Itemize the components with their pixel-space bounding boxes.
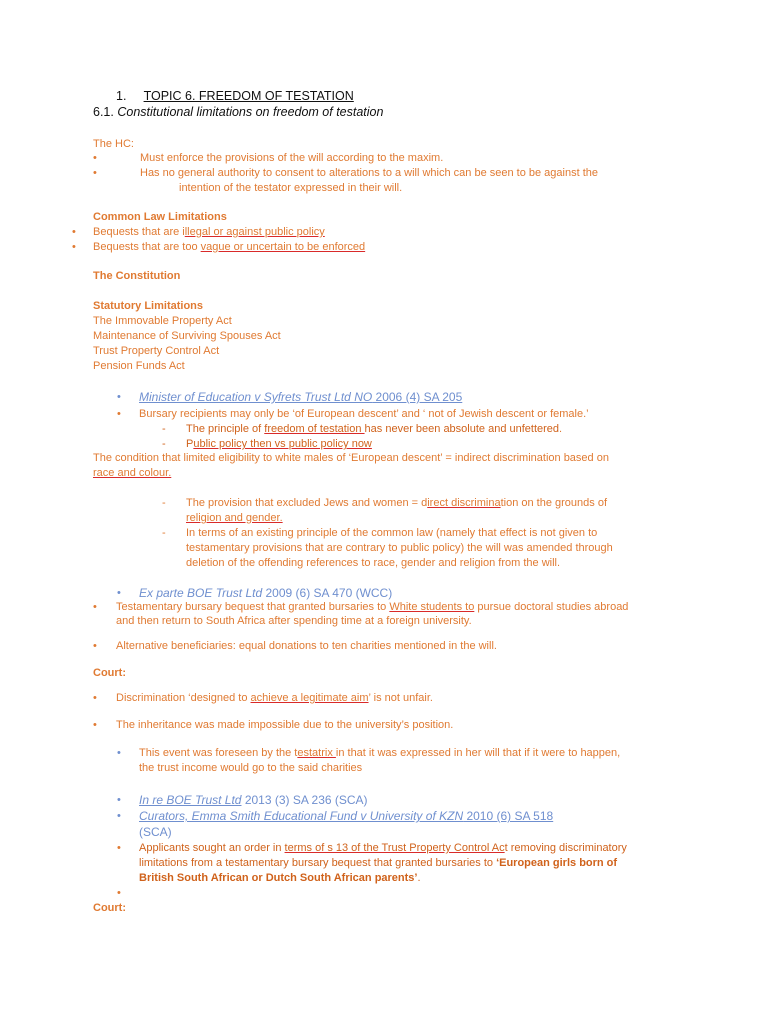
bullet: • bbox=[93, 692, 97, 704]
bullet: • bbox=[117, 391, 121, 403]
hc-item: Must enforce the provisions of the will according to the maxim. bbox=[140, 152, 444, 164]
condition-text: The condition that limited eligibility to white males of ‘European descent’ = indirect discrimination based on bbox=[93, 452, 609, 464]
court-point: This event was foreseen by the testatrix in that it was expressed in her will that if it were to happen, bbox=[139, 747, 621, 759]
statute-item: Pension Funds Act bbox=[93, 360, 185, 372]
common-law-item: Bequests that are illegal or against public policy bbox=[93, 226, 325, 238]
common-law-item: Bequests that are too vague or uncertain to be enforced bbox=[93, 241, 366, 253]
bullet: • bbox=[117, 747, 121, 759]
case-citation: Curators, Emma Smith Educational Fund v University of KZN 2010 (6) SA 518 bbox=[139, 809, 554, 823]
bullet: • bbox=[93, 601, 97, 613]
court-label: Court: bbox=[93, 902, 126, 914]
case-point: Bursary recipients may only be ‘of European descent’ and ‘ not of Jewish descent or female.’ bbox=[139, 408, 589, 420]
dash: - bbox=[162, 438, 166, 450]
case2-point: Testamentary bursary bequest that granted bursaries to White students to pursue doctoral studies abroad bbox=[116, 601, 629, 613]
court-label: Court: bbox=[93, 667, 126, 679]
heading-number: 1. bbox=[116, 89, 127, 103]
case-sub-point: The principle of freedom of testation has never been absolute and unfettered. bbox=[186, 423, 563, 435]
case3-point-cont: British South African or Dutch South African parents’. bbox=[139, 872, 421, 884]
bullet: • bbox=[117, 887, 121, 899]
bullet: • bbox=[117, 794, 121, 806]
court-point-cont: the trust income would go to the said charities bbox=[139, 762, 363, 774]
provision-text-cont: deletion of the offending references to race, gender and religion from the will. bbox=[186, 557, 561, 569]
case3-point: Applicants sought an order in terms of s 13 of the Trust Property Control Act removing discriminatory bbox=[139, 842, 627, 854]
bullet: • bbox=[117, 587, 121, 599]
subheading-number: 6.1. bbox=[93, 105, 114, 119]
court-point: Discrimination ‘designed to achieve a legitimate aim’ is not unfair. bbox=[116, 692, 433, 704]
provision-text-cont: religion and gender. bbox=[186, 512, 283, 524]
constitution-title: The Constitution bbox=[93, 270, 181, 282]
case-sub-point: Public policy then vs public policy now bbox=[186, 438, 372, 450]
hc-label: The HC: bbox=[93, 138, 134, 150]
bullet: • bbox=[93, 152, 97, 164]
subheading bbox=[93, 105, 383, 120]
statutory-title: Statutory Limitations bbox=[93, 300, 204, 312]
bullet: • bbox=[72, 241, 76, 253]
hc-item: Has no general authority to consent to alterations to a will which can be seen to be against the bbox=[140, 167, 599, 179]
statute-item: Trust Property Control Act bbox=[93, 345, 220, 357]
case2-point-cont: and then return to South Africa after spending time at a foreign university. bbox=[116, 615, 472, 627]
court-point: The inheritance was made impossible due to the university’s position. bbox=[116, 719, 454, 731]
dash: - bbox=[162, 497, 166, 509]
case-citation: In re BOE Trust Ltd 2013 (3) SA 236 (SCA) bbox=[139, 793, 368, 807]
dash: - bbox=[162, 527, 166, 539]
provision-text: The provision that excluded Jews and women = direct discrimination on the grounds of bbox=[186, 497, 608, 509]
dash: - bbox=[162, 423, 166, 435]
heading-title: TOPIC 6. FREEDOM OF TESTATION bbox=[143, 89, 354, 103]
bullet: • bbox=[93, 640, 97, 652]
statute-item: The Immovable Property Act bbox=[93, 315, 232, 327]
bullet: • bbox=[117, 408, 121, 420]
subheading-title: Constitutional limitations on freedom of testation bbox=[117, 105, 384, 119]
case-citation: Ex parte BOE Trust Ltd 2009 (6) SA 470 (WCC) bbox=[139, 586, 393, 600]
case3-point-cont: limitations from a testamentary bursary bequest that granted bursaries to ‘European girls born of bbox=[139, 857, 618, 869]
bullet: • bbox=[93, 719, 97, 731]
bullet: • bbox=[117, 842, 121, 854]
hc-item-cont: intention of the testator expressed in their will. bbox=[179, 182, 403, 194]
bullet: • bbox=[72, 226, 76, 238]
topic-heading bbox=[116, 89, 354, 104]
common-law-title: Common Law Limitations bbox=[93, 211, 227, 223]
case-citation: Minister of Education v Syfrets Trust Ltd NO 2006 (4) SA 205 bbox=[139, 390, 463, 404]
provision-text: In terms of an existing principle of the common law (namely that effect is not given to bbox=[186, 527, 598, 539]
bullet: • bbox=[117, 810, 121, 822]
statute-item: Maintenance of Surviving Spouses Act bbox=[93, 330, 281, 342]
condition-text-cont: race and colour. bbox=[93, 467, 172, 479]
provision-text-cont: testamentary provisions that are contrary to public policy) the will was amended through bbox=[186, 542, 613, 554]
case2-point: Alternative beneficiaries: equal donations to ten charities mentioned in the will. bbox=[116, 640, 497, 652]
case-citation-cont: (SCA) bbox=[139, 825, 172, 839]
bullet: • bbox=[93, 167, 97, 179]
